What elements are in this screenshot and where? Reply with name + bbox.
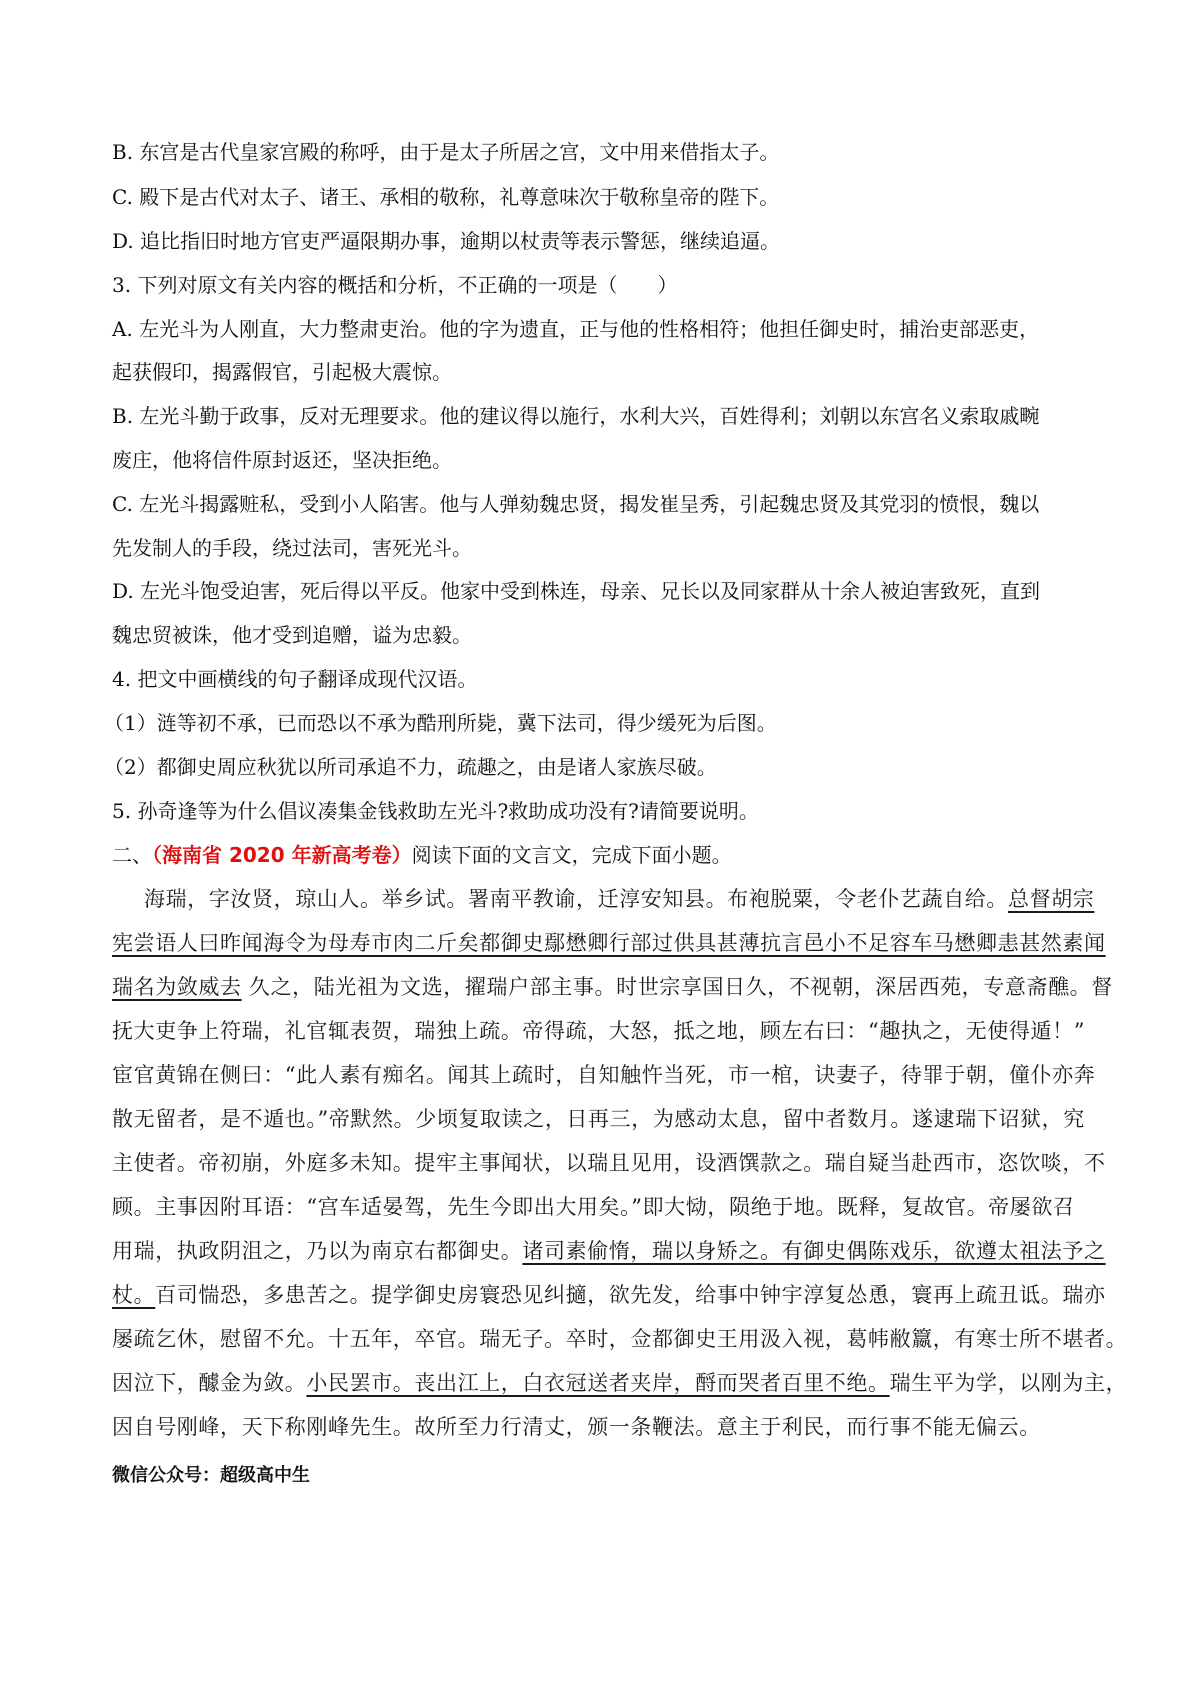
passage-text: 海瑞，字汝贤，琼山人。举乡试。署南平教谕，迁淳安知县。布袍脱粟，令老仆艺蔬自给。 <box>144 887 1008 911</box>
passage-text: 用瑞，执政阴沮之，乃以为南京右都御史。 <box>112 1239 523 1263</box>
section-2-heading <box>112 840 732 870</box>
q3-option-c-line2: 先发制人的手段，绕过法司，害死光斗。 <box>112 536 472 560</box>
q3-option-c-line1: C. 左光斗揭露赃私，受到小人陷害。他与人弹劾魏忠贤，揭发崔呈秀，引起魏忠贤及其党羽的愤恨，魏以 <box>112 492 1040 516</box>
q3-option-d-line1: D. 左光斗饱受迫害，死后得以平反。他家中受到株连，母亲、兄长以及同家群从十余人被迫害致死，直到 <box>112 579 1041 603</box>
question-4-sentence-1: （1）涟等初不承，已而恐以不承为酷刑所毙，冀下法司，得少缓死为后图。 <box>104 711 777 735</box>
passage-text: 因泣下，醵金为敛。 <box>112 1371 307 1395</box>
underlined-sentence: 杖。 <box>112 1283 156 1307</box>
underlined-sentence: 诸司素偷惰，瑞以身矫之。有御史偶陈戏乐，欲遵太祖法予之 <box>522 1239 1106 1263</box>
passage-line-8: 顾。主事因附耳语：“宫车适晏驾，先生今即出大用矣。”即大恸，陨绝于地。既释，复故官。帝屡欲召 <box>112 1195 1075 1219</box>
passage-line-2: 宪尝语人曰昨闻海令为母寿市肉二斤矣都御史鄢懋卿行部过供具甚薄抗言邑小不足容车马懋卿恚甚然素闻 <box>112 931 1106 955</box>
section-2-instruction: 阅读下面的文言文，完成下面小题。 <box>411 843 732 867</box>
passage-line-5: 宦官黄锦在侧曰：“此人素有痴名。闻其上疏时，自知触忤当死，市一棺，诀妻子，待罪于朝，僮仆亦奔 <box>112 1063 1096 1087</box>
option-c-q2: C. 殿下是古代对太子、诸王、承相的敬称，礼尊意味次于敬称皇帝的陛下。 <box>112 185 780 209</box>
passage-line-3 <box>112 972 1113 1002</box>
passage-line-10 <box>112 1280 1106 1310</box>
q3-option-b-line2: 废庄，他将信件原封返还，坚决拒绝。 <box>112 448 452 472</box>
q3-option-d-line2: 魏忠贸被诛，他才受到追赠，谥为忠毅。 <box>112 623 472 647</box>
passage-text: 瑞生平为学，以刚为主， <box>889 1371 1128 1395</box>
passage-line-13: 因自号刚峰，天下称刚峰先生。故所至力行清丈，颁一条鞭法。意主于利民，而行事不能无偏云。 <box>112 1415 1041 1439</box>
passage-text: 久之，陆光祖为文选，擢瑞户部主事。时世宗享国日久，不视朝，深居西苑，专意斋醮。督 <box>248 975 1113 999</box>
question-4-stem: 4. 把文中画横线的句子翻译成现代汉语。 <box>112 667 478 691</box>
underlined-sentence: 总督胡宗 <box>1008 887 1095 911</box>
passage-line-11: 屡疏乞休，慰留不允。十五年，卒官。瑞无子。卒时，佥都御史王用汲入视，葛帏敝籝，有寒士所不堪者。 <box>112 1327 1128 1351</box>
question-5-stem: 5. 孙奇逢等为什么倡议凑集金钱救助左光斗?救助成功没有?请简要说明。 <box>112 799 759 823</box>
option-b-q2: B. 东宫是古代皇家宫殿的称呼，由于是太子所居之宫，文中用来借指太子。 <box>112 140 780 164</box>
q3-option-b-line1: B. 左光斗勤于政事，反对无理要求。他的建议得以施行，水利大兴，百姓得利；刘朝以东宫名义索取戚畹 <box>112 404 1040 428</box>
passage-line-6: 散无留者，是不遁也。”帝默然。少顷复取读之，日再三，为感动太息，留中者数月。遂逮瑞下诏狱，究 <box>112 1107 1085 1131</box>
question-3-stem: 3. 下列对原文有关内容的概括和分析，不正确的一项是（ ） <box>112 273 678 297</box>
section-2-source: （海南省 2020 年新高考卷） <box>152 843 412 867</box>
underlined-sentence: 瑞名为敛威去 <box>112 975 242 999</box>
q3-option-a-line1: A. 左光斗为人刚直，大力整肃吏治。他的字为遗直，正与他的性格相符；他担任御史时，捕治吏部恶吏， <box>112 317 1040 341</box>
passage-line-7: 主使者。帝初崩，外庭多未知。提牢主事闻状，以瑞且见用，设酒馔款之。瑞自疑当赴西市，恣饮啖，不 <box>112 1151 1106 1175</box>
passage-line-1 <box>144 884 1134 914</box>
footer-wechat: 微信公众号：超级高中生 <box>112 1465 310 1486</box>
passage-line-9 <box>112 1236 1106 1266</box>
underlined-sentence: 小民罢市。丧出江上，白衣冠送者夹岸，酹而哭者百里不绝。 <box>306 1371 890 1395</box>
passage-text: 百司惴恐，多患苦之。提学御史房寰恐见纠擿，欲先发，给事中钟宇淳复怂恿，寰再上疏丑诋。瑞亦 <box>155 1283 1106 1307</box>
section-2-prefix: 二、 <box>112 843 152 867</box>
q3-option-a-line2: 起获假印，揭露假官，引起极大震惊。 <box>112 360 452 384</box>
question-4-sentence-2: （2）都御史周应秋犹以所司承追不力，疏趣之，由是诸人家族尽破。 <box>104 755 717 779</box>
passage-line-4: 抚大吏争上符瑞，礼官辄表贺，瑞独上疏。帝得疏，大怒，抵之地，顾左右曰：“趣执之，无使得遁！” <box>112 1019 1086 1043</box>
passage-line-12 <box>112 1368 1128 1398</box>
option-d-q2: D. 追比指旧时地方官吏严逼限期办事，逾期以杖责等表示警惩，继续追逼。 <box>112 229 781 253</box>
